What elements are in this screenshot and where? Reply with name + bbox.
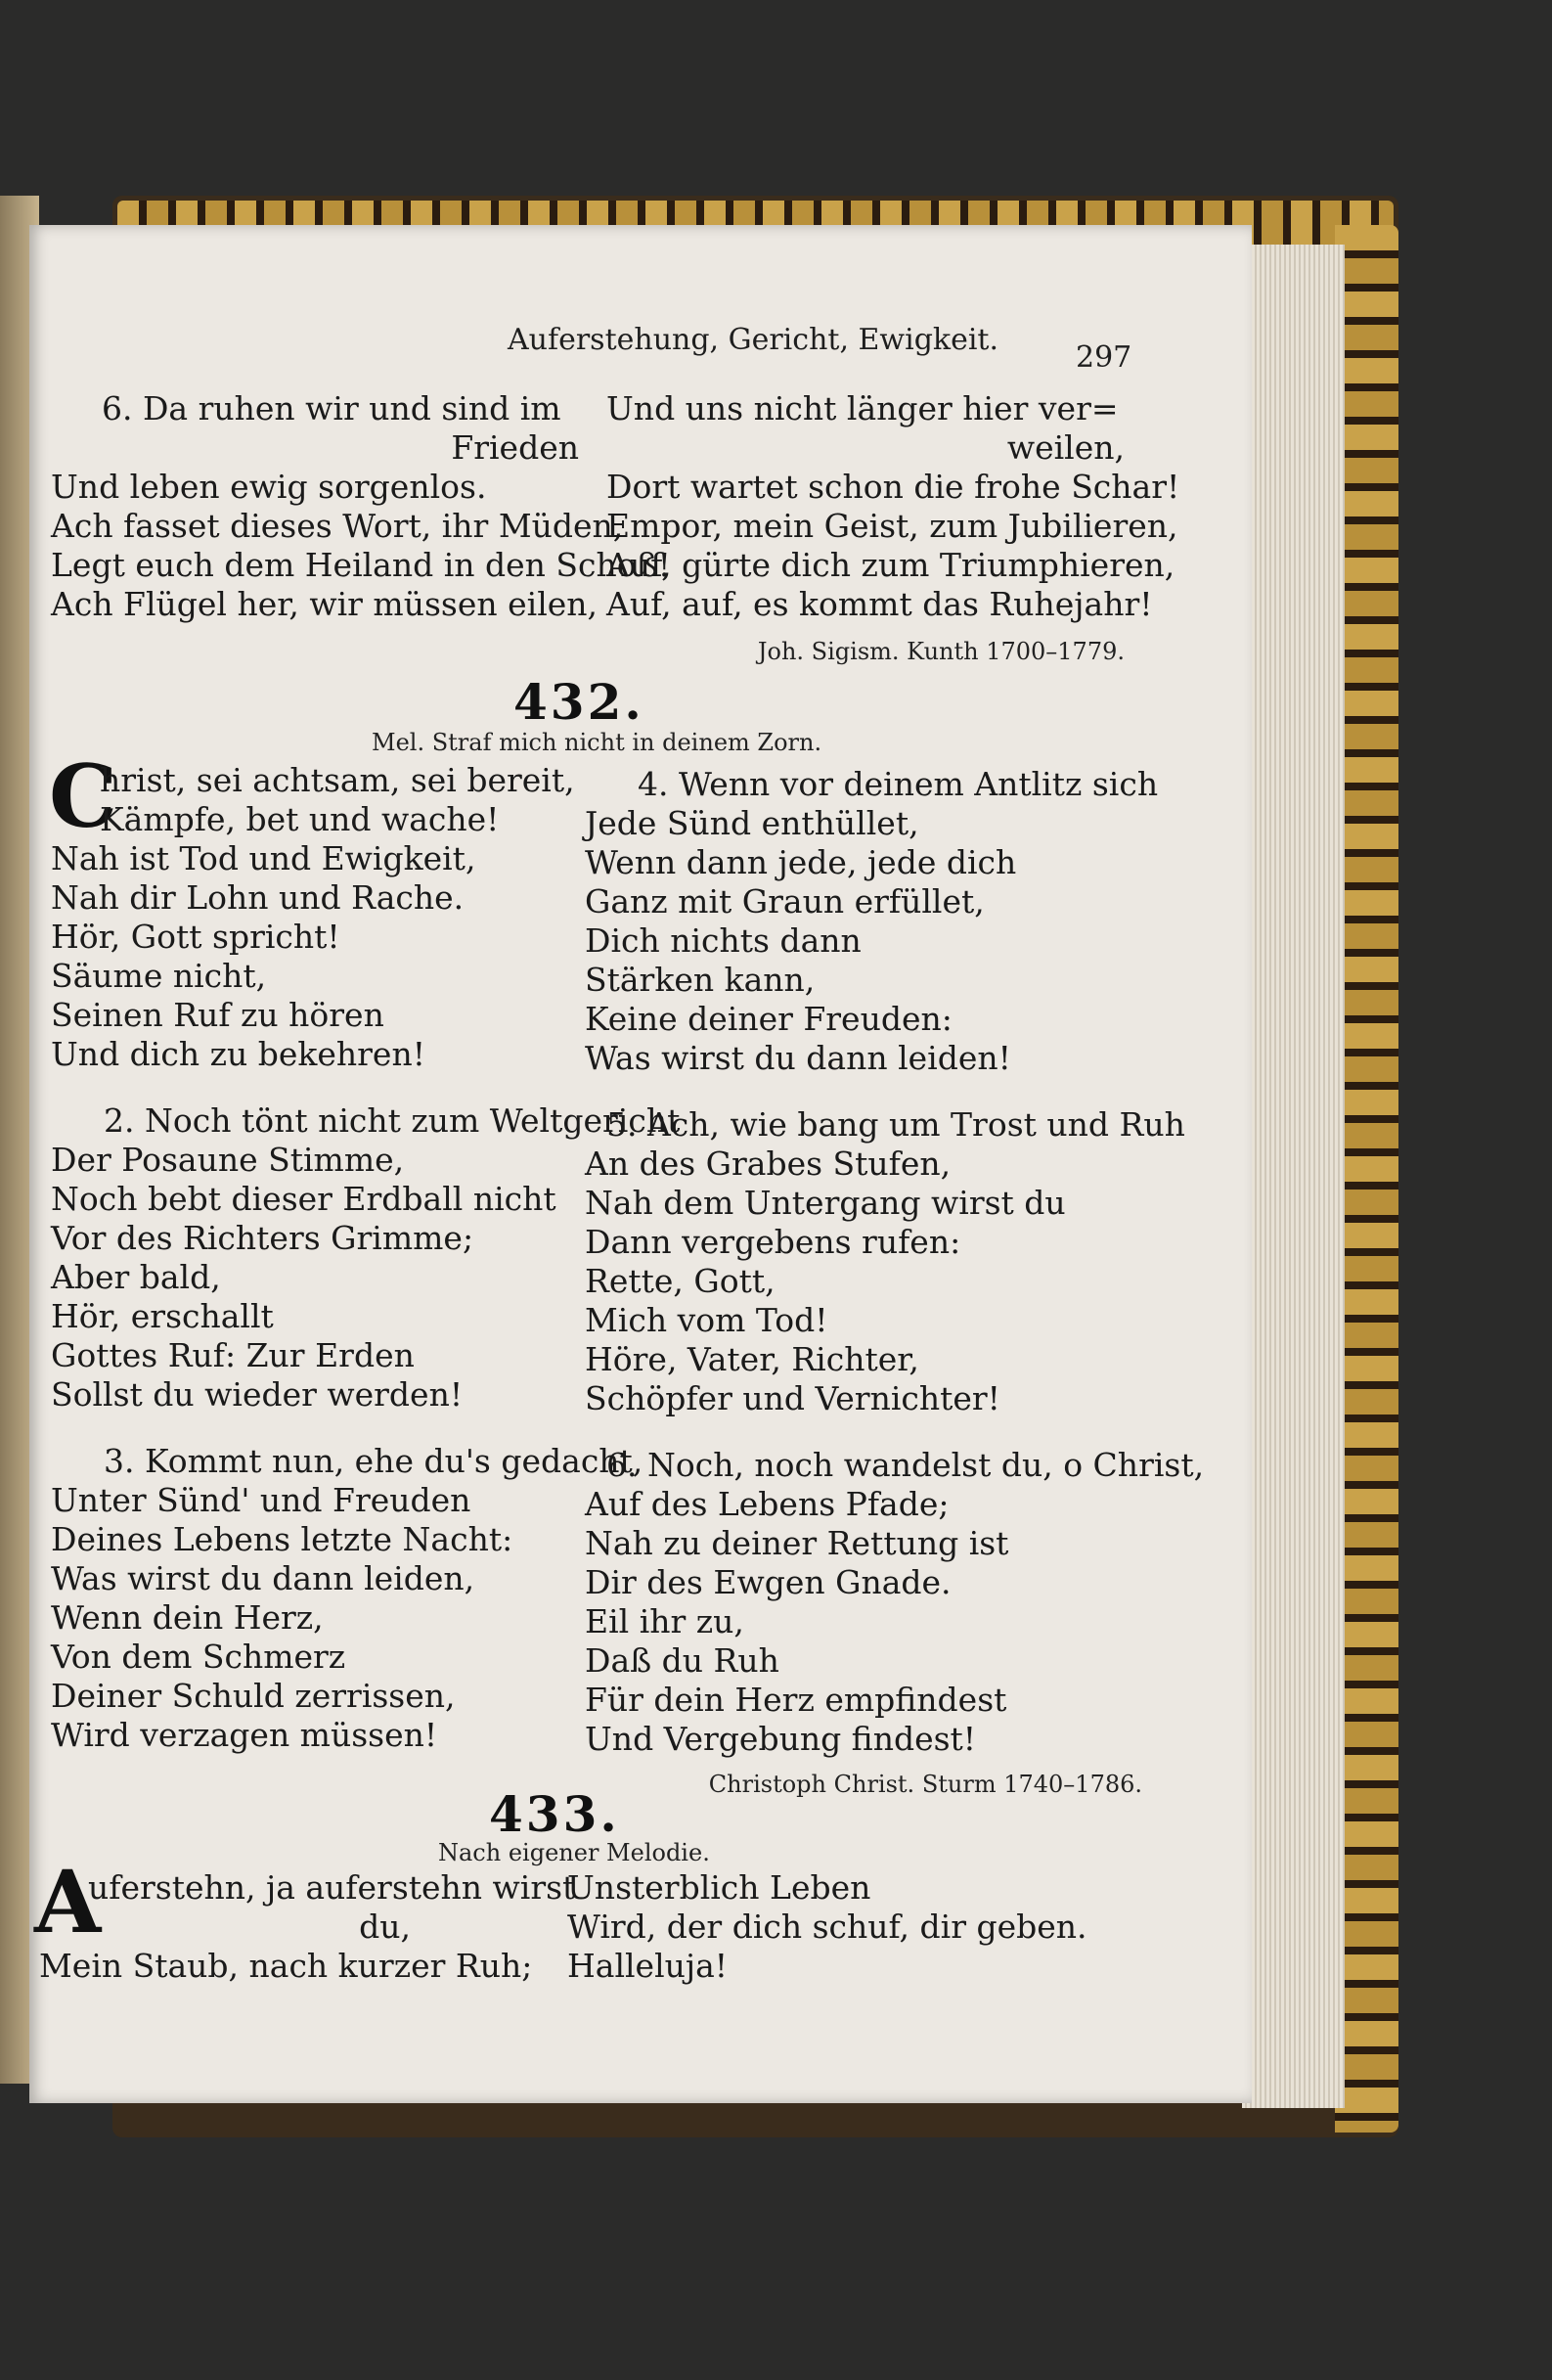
verse-line: Wird verzagen müssen! (51, 1716, 438, 1754)
verse-line: Stärken kann, (585, 961, 816, 999)
verse-line: Was wirst du dann leiden! (585, 1039, 1011, 1077)
verse-line: Hör, erschallt (51, 1297, 274, 1335)
verse-line: 4. Wenn vor deinem Antlitz sich (638, 765, 1159, 803)
verse-line: Dir des Ewgen Gnade. (585, 1563, 952, 1601)
verse-line: Ganz mit Graun erfüllet, (585, 882, 985, 921)
verse-line: 3. Kommt nun, ehe du's gedacht, (104, 1442, 643, 1480)
verse-line: Unsterblich Leben (567, 1868, 871, 1907)
verse-line: Mein Staub, nach kurzer Ruh; (39, 1947, 533, 1985)
verse-line: Nah ist Tod und Ewigkeit, (51, 839, 476, 877)
hymn-melody: Mel. Straf mich nicht in deinem Zorn. (372, 729, 822, 756)
verse-line: Wird, der dich schuf, dir geben. (567, 1908, 1087, 1946)
verse-line: Ach Flügel her, wir müssen eilen, (51, 585, 599, 623)
verse-line: Hör, Gott spricht! (51, 918, 340, 956)
verse-line: Kämpfe, bet und wache! (100, 800, 500, 838)
verse-line: Schöpfer und Vernichter! (585, 1379, 1000, 1417)
verse-line: Deines Lebens letzte Nacht: (51, 1520, 513, 1558)
verse-line: Halleluja! (567, 1947, 729, 1985)
page-stack-edges (1242, 245, 1345, 2108)
hymn-433-right-column (567, 1868, 1115, 1986)
hymn-author: Joh. Sigism. Kunth 1700–1779. (757, 638, 1125, 665)
hymn-author: Christoph Christ. Sturm 1740–1786. (708, 1771, 1142, 1798)
verse-line: 5. Ach, wie bang um Trost und Ruh (606, 1105, 1185, 1144)
verse-line: Aber bald, (51, 1258, 221, 1296)
verse-line: Deiner Schuld zerrissen, (51, 1677, 456, 1715)
verse-line: 6. Da ruhen wir und sind im (102, 389, 561, 427)
verse-line: Wenn dein Herz, (51, 1598, 324, 1637)
verse-line: Daß du Ruh (585, 1641, 779, 1680)
verse-line: Was wirst du dann leiden, (51, 1559, 475, 1597)
verse-line: Für dein Herz empfindest (585, 1681, 1007, 1719)
verse-line: Ach fasset dieses Wort, ihr Müden, (51, 507, 624, 545)
verse-line: Keine deiner Freuden: (585, 1000, 953, 1038)
verse-line: Auf des Lebens Pfade; (585, 1485, 950, 1523)
verse-line: Der Posaune Stimme, (51, 1141, 405, 1179)
verse-line: Legt euch dem Heiland in den Schoß! (51, 546, 671, 584)
verse-line: Unter Sünd' und Freuden (51, 1481, 471, 1519)
verse-line: Auf, auf, es kommt das Ruhejahr! (606, 585, 1153, 623)
prev-hymn-right-column (606, 389, 1180, 671)
hymn-433-left-column (39, 1868, 587, 1986)
verse-line: Eil ihr zu, (585, 1602, 744, 1640)
verse-line: weilen, (1006, 428, 1125, 467)
verse-line: Und dich zu bekehren! (51, 1035, 425, 1073)
verse-line: Rette, Gott, (585, 1262, 776, 1300)
verse-line: Jede Sünd enthüllet, (585, 804, 919, 842)
drop-capital: C (49, 745, 118, 847)
verse-line: An des Grabes Stufen, (585, 1145, 952, 1183)
verse-line: Und Vergebung findest! (585, 1720, 977, 1758)
verse-line: Nah dem Untergang wirst du (585, 1184, 1066, 1222)
verse-line: Höre, Vater, Richter, (585, 1340, 919, 1378)
verse-line: Nah zu deiner Rettung ist (585, 1524, 1009, 1562)
drop-capital: A (34, 1851, 102, 1953)
hymn-number-432: 432. (513, 673, 644, 731)
verse-line: Wenn dann jede, jede dich (585, 843, 1017, 881)
verse-line: du, (359, 1908, 411, 1946)
verse-line: Auf, gürte dich zum Triumphieren, (606, 546, 1175, 584)
page-number: 297 (1076, 340, 1132, 375)
hymn-432-right-column (585, 765, 1205, 1804)
verse-line: Und leben ewig sorgenlos. (51, 468, 487, 506)
verse-line: Noch bebt dieser Erdball nicht (51, 1180, 556, 1218)
hymn-number-433: 433. (489, 1785, 620, 1843)
verse-line: Von dem Schmerz (51, 1638, 346, 1676)
verse-line: Empor, mein Geist, zum Jubilieren, (606, 507, 1178, 545)
verse-line: Mich vom Tod! (585, 1301, 828, 1339)
verse-line: Gottes Ruf: Zur Erden (51, 1336, 415, 1374)
hymn-melody: Nach eigener Melodie. (438, 1839, 710, 1866)
verse-line: 2. Noch tönt nicht zum Weltgericht (104, 1101, 681, 1140)
verse-line: Frieden (451, 428, 579, 467)
verse-line: Dann vergebens rufen: (585, 1223, 961, 1261)
verse-line: Dort wartet schon die frohe Schar! (606, 468, 1180, 506)
verse-line: Sollst du wieder werden! (51, 1375, 464, 1414)
verse-line: 6. Noch, noch wandelst du, o Christ, (606, 1446, 1205, 1484)
verse-line: hrist, sei achtsam, sei bereit, (100, 761, 575, 799)
verse-line: Seinen Ruf zu hören (51, 996, 384, 1034)
verse-line: Und uns nicht länger hier ver= (606, 389, 1119, 427)
verse-line: Säume nicht, (51, 957, 267, 995)
verse-line: Nah dir Lohn und Rache. (51, 878, 465, 917)
verse-line: Dich nichts dann (585, 921, 862, 960)
verse-line: Vor des Richters Grimme; (51, 1219, 474, 1257)
running-header: Auferstehung, Gericht, Ewigkeit. (507, 323, 999, 357)
prev-hymn-left-column (51, 389, 671, 624)
verse-line: uferstehn, ja auferstehn wirst (88, 1868, 576, 1907)
